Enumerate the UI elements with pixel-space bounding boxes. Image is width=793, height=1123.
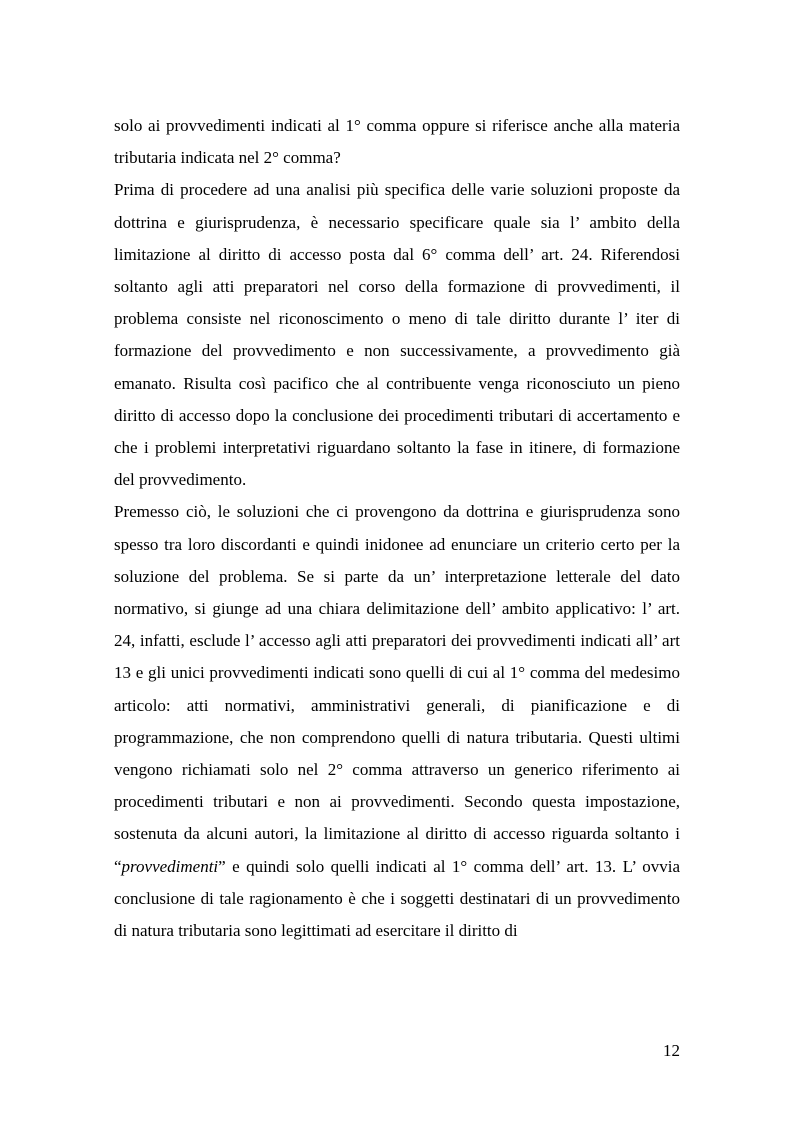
paragraph-text-before: Premesso ciò, le soluzioni che ci provengono da dottrina e giurisprudenza sono spesso tra loro discordanti e quindi inidonee ad enunciare un criterio certo per la soluzione del problema. Se si parte da un’ interpretazione letterale del dato normativo, si giunge ad una chiara delimitazione dell’ ambito applicativo: l’ art. 24, infatti, esclude l’ accesso agli atti preparatori dei provvedimenti indicati all’ art 13 e gli unici provvedimenti indicati sono quelli di cui al 1° comma del medesimo articolo: atti normativi, amministrativi generali, di pianificazione e di programmazione, che non comprendono quelli di natura tributaria. Questi ultimi vengono richiamati solo nel 2° comma attraverso un generico riferimento ai procedimenti tributari e non ai provvedimenti. Secondo questa impostazione, sostenuta da alcuni autori, la limitazione al diritto di accesso riguarda soltanto i “ bbox=[114, 502, 680, 876]
body-text bbox=[114, 110, 680, 947]
emphasized-term: provvedimenti bbox=[121, 856, 219, 876]
paragraph-access-scope: Prima di procedere ad una analisi più specifica delle varie soluzioni proposte da dottrina e giurisprudenza, è necessario specificare quale sia l’ ambito della limitazione al diritto di accesso posta dal 6° comma dell’ art. 24. Riferendosi soltanto agli atti preparatori nel corso della formazione di provvedimenti, il problema consiste nel riconoscimento o meno di tale diritto durante l’ iter di formazione del provvedimento e non successivamente, a provvedimento già emanato. Risulta così pacifico che al contribuente venga riconosciuto un pieno diritto di accesso dopo la conclusione dei procedimenti tributari di accertamento e che i problemi interpretativi riguardano soltanto la fase in itinere, di formazione del provvedimento. bbox=[114, 180, 680, 490]
paragraph-text-after: ” e quindi solo quelli indicati al 1° comma dell’ art. 13. L’ ovvia conclusione di tale ragionamento è che i soggetti destinatari di un provvedimento di natura tributaria sono legittimati ad esercitare il diritto di bbox=[114, 856, 680, 941]
page-number: 12 bbox=[663, 1041, 680, 1060]
paragraph-interpretation bbox=[114, 496, 680, 947]
paragraph-continuation: solo ai provvedimenti indicati al 1° comma oppure si riferisce anche alla materia tributaria indicata nel 2° comma? bbox=[114, 116, 680, 168]
